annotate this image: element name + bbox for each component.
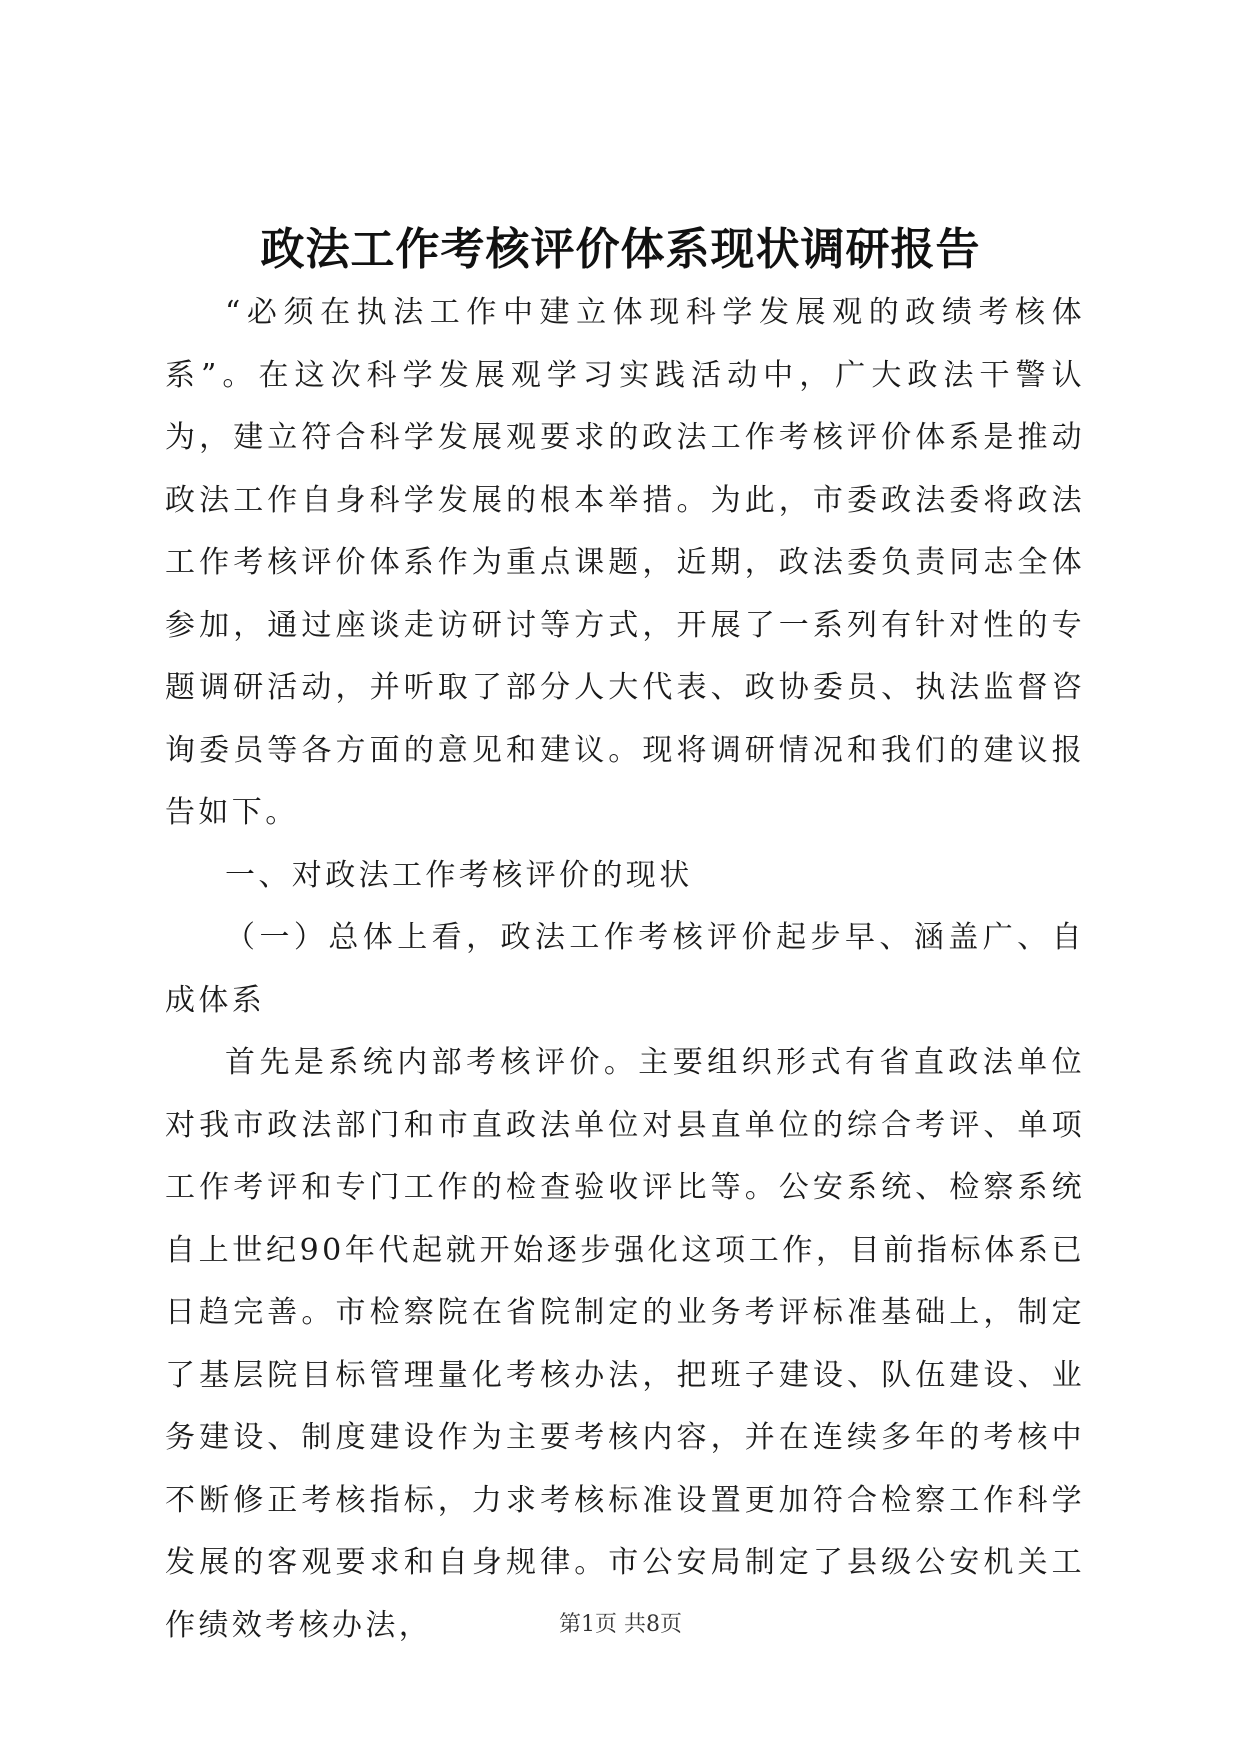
page-number-label: 第1页 共8页 bbox=[559, 1612, 682, 1637]
section-heading: 一、对政法工作考核评价的现状 bbox=[225, 857, 693, 893]
document-title: 政法工作考核评价体系现状调研报告 bbox=[260, 224, 981, 275]
body-paragraph: 首先是系统内部考核评价。主要组织形式有省直政法单位对我市政法部门和市直政法单位对县直单位的综合考评、单项工作考评和专门工作的检查验收评比等。公安系统、检察系统自上世纪90年代起就开始逐步强化这项工作，目前指标体系已日趋完善。市检察院在省院制定的业务考评标准基础上，制定了基层院目标管理量化考核办法，把班子建设、队伍建设、业务建设、制度建设作为主要考核内容，并在连续多年的考核中不断修正考核指标，力求考核标准设置更加符合检察工作科学发展的客观要求和自身规律。市公安局制定了县级公安机关工作绩效考核办法， bbox=[165, 1045, 1085, 1643]
subsection-heading: （一）总体上看，政法工作考核评价起步早、涵盖广、自成体系 bbox=[165, 920, 1085, 1018]
page-number-footer bbox=[0, 1610, 1241, 1640]
intro-paragraph: “必须在执法工作中建立体现科学发展观的政绩考核体系”。在这次科学发展观学习实践活动中，广大政法干警认为，建立符合科学发展观要求的政法工作考核评价体系是推动政法工作自身科学发展的根本举措。为此，市委政法委将政法工作考核评价体系作为重点课题，近期，政法委负责同志全体参加，通过座谈走访研讨等方式，开展了一系列有针对性的专题调研活动，并听取了部分人大代表、政协委员、执法监督咨询委员等各方面的意见和建议。现将调研情况和我们的建议报告如下。 bbox=[165, 295, 1085, 830]
document-body bbox=[165, 282, 1085, 1657]
